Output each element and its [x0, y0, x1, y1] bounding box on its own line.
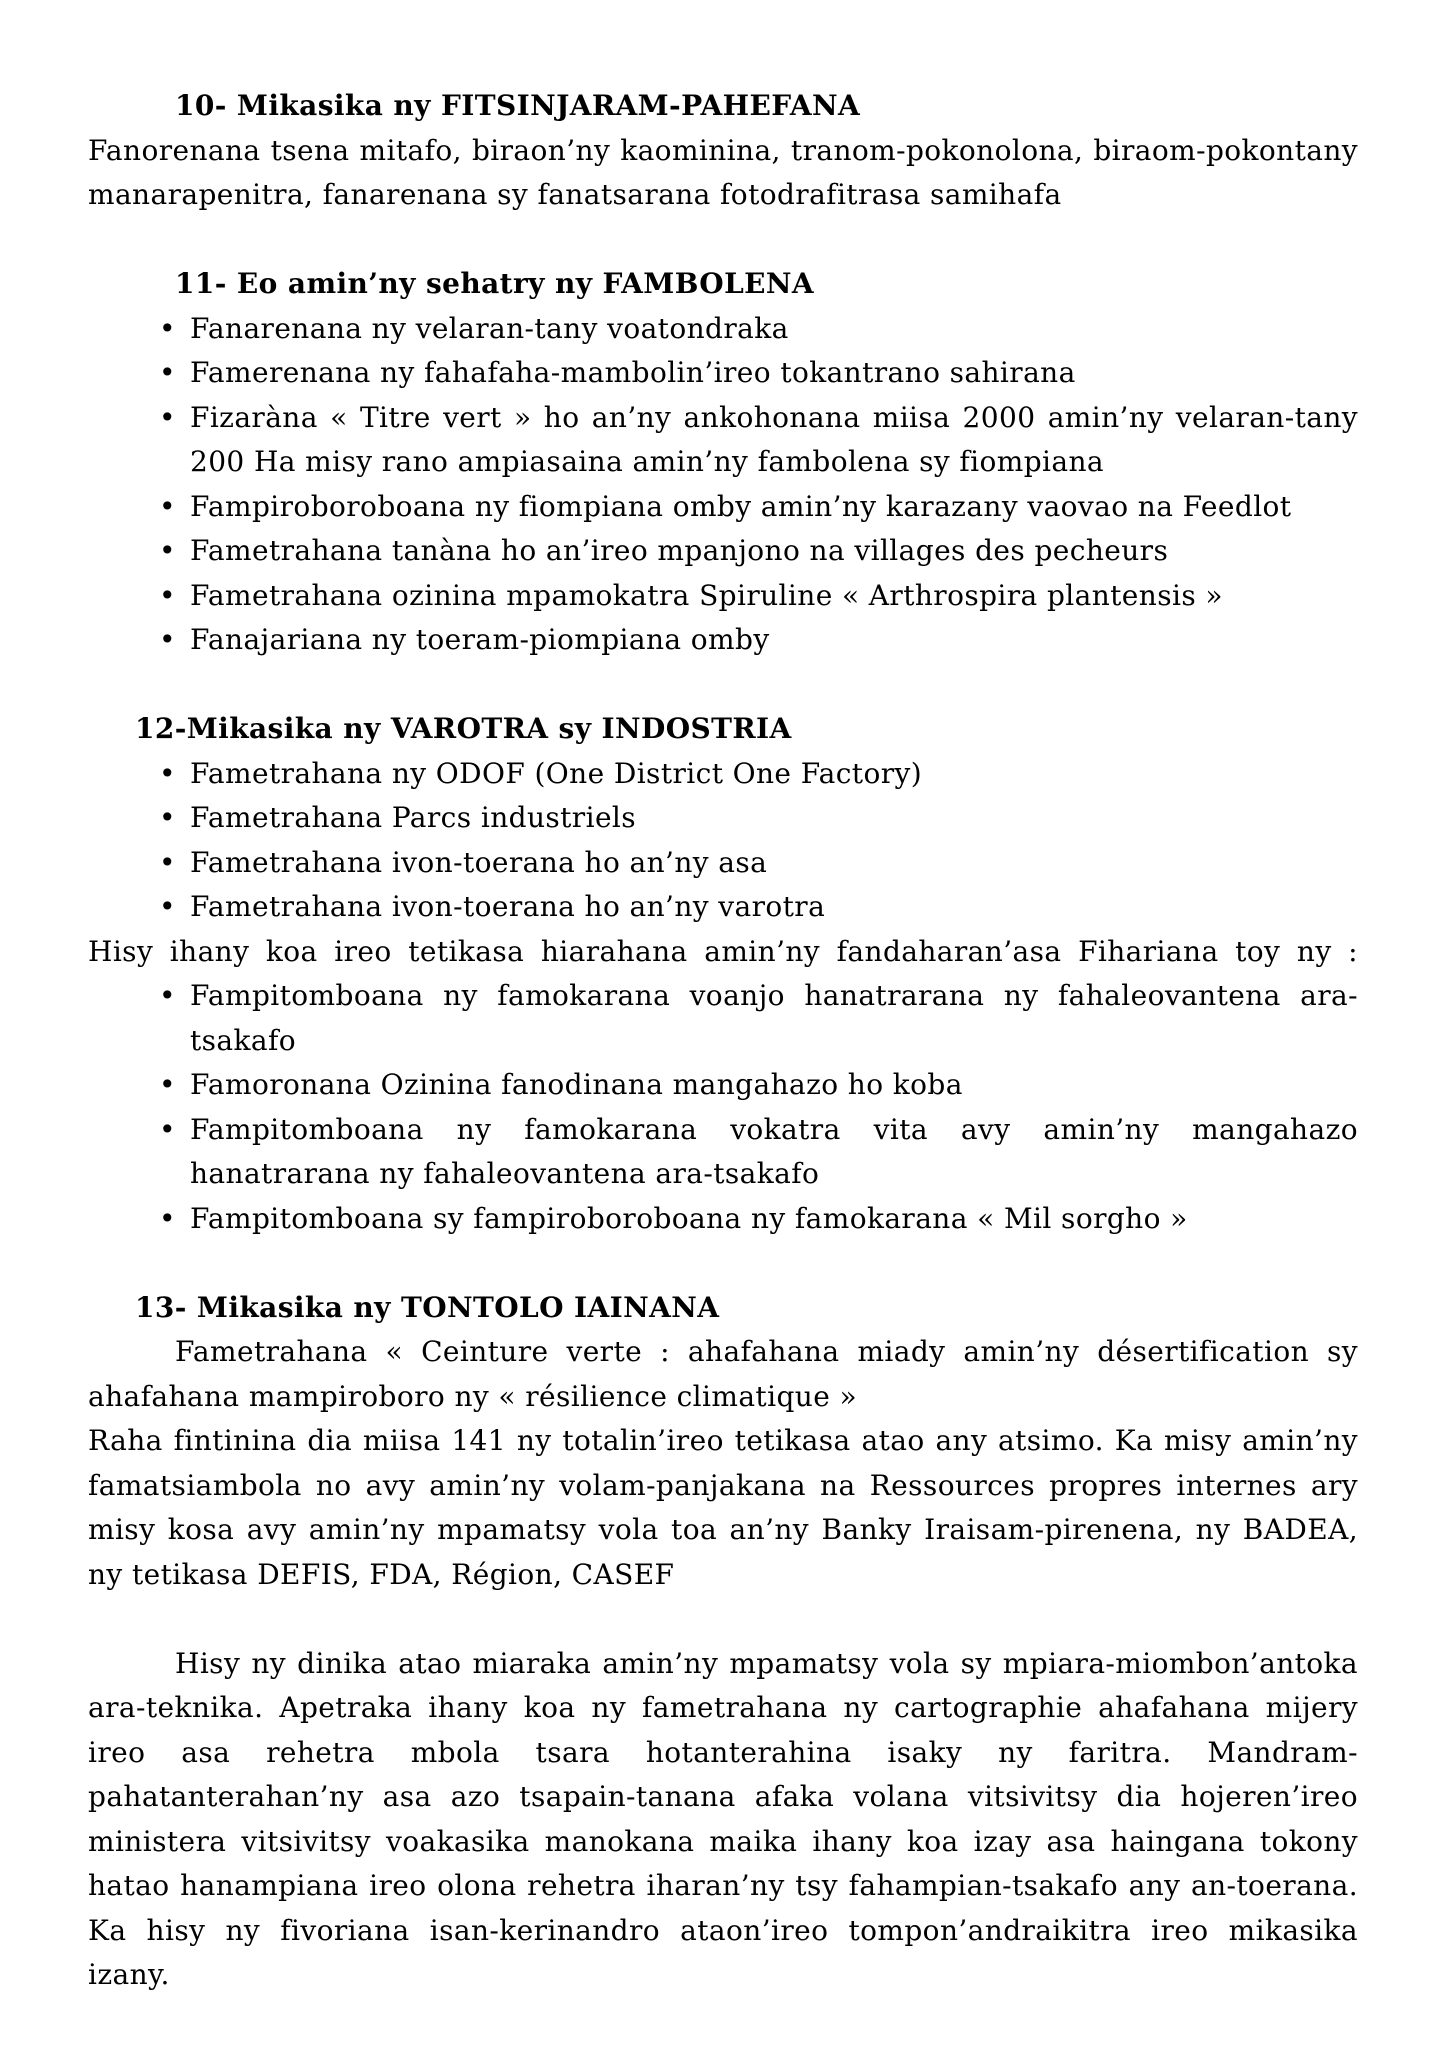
bullet-text: Fanajariana ny toeram-piompiana omby: [190, 623, 770, 656]
bullet-text: Fampitomboana sy fampiroboroboana ny famokarana « Mil sorgho »: [190, 1201, 1188, 1235]
bullet-item: [88, 396, 1358, 485]
paragraph: Fanorenana tsena mitafo, biraon’ny kaominina, tranom-pokonolona, biraom-pokontany manarapenitra, fanarenana sy fanatsarana fotodrafitrasa samihafa: [88, 133, 1358, 211]
bullet-item: [88, 974, 1358, 1063]
bullet-text: Fametrahana ivon-toerana ho an’ny asa: [190, 845, 768, 879]
bullet-text: Fametrahana tanàna ho an’ireo mpanjono na villages des pecheurs: [190, 534, 1169, 567]
bullet-dot-icon: •: [159, 489, 176, 523]
bullet-dot-icon: •: [159, 756, 176, 790]
bullet-text: Fanarenana ny velaran-tany voatondraka: [190, 311, 789, 345]
bullet-text: Fampitomboana ny famokarana vokatra vita avy amin’ny mangahazo hanatrarana ny fahaleovantena ara-tsakafo: [190, 1112, 1358, 1190]
blank-line: [88, 218, 1358, 263]
paragraph: Fametrahana « Ceinture verte : ahafahana miady amin’ny désertification sy ahafahana mampiroboro ny « résilience climatique »: [88, 1335, 1358, 1413]
bullet-text: Fametrahana ozinina mpamokatra Spiruline « Arthrospira plantensis »: [190, 578, 1223, 612]
bullet-dot-icon: •: [159, 979, 176, 1012]
bullet-text: Fizaràna « Titre vert » ho an’ny ankohonana miisa 2000 amin’ny velaran-tany 200 Ha misy rano ampiasaina amin’ny fambolena sy fiompiana: [190, 400, 1358, 478]
bullet-item: [88, 485, 1358, 530]
section-heading: 11- Eo amin’ny sehatry ny FAMBOLENA: [175, 267, 815, 300]
bullet-item: [88, 351, 1358, 396]
bullet-text: Fampitomboana ny famokarana voanjo hanatrarana ny fahaleovantena ara-tsakafo: [190, 979, 1358, 1057]
bullet-item: [88, 796, 1358, 841]
bullet-dot-icon: •: [159, 801, 176, 834]
bullet-item: [88, 574, 1358, 619]
bullet-text: Famoronana Ozinina fanodinana mangahazo ho koba: [190, 1068, 963, 1101]
bullet-dot-icon: •: [159, 1068, 176, 1101]
bullet-text: Fametrahana ny ODOF (One District One Factory): [190, 756, 923, 790]
bullet-item: [88, 529, 1358, 574]
bullet-dot-icon: •: [159, 534, 176, 567]
section-heading: 13- Mikasika ny TONTOLO IAINANA: [135, 1290, 720, 1324]
bullet-dot-icon: •: [159, 623, 176, 656]
bullet-dot-icon: •: [159, 890, 176, 923]
bullet-item: [88, 1197, 1358, 1242]
paragraph: Hisy ny dinika atao miaraka amin’ny mpamatsy vola sy mpiara-miombon’antoka ara-teknika. Apetraka ihany koa ny fametrahana ny cartographie ahafahana mijery ireo asa rehetra mbola tsara hotanterahina isaky ny faritra. Mandram-pahatanterahan’ny asa azo tsapain-tanana afaka volana vitsivitsy dia hojeren’ireo ministera vitsivitsy voakasika manokana maika ihany koa izay asa haingana tokony hatao hanampiana ireo olona rehetra iharan’ny tsy fahampian-tsakafo any an-toerana. Ka hisy ny fivoriana isan-kerinandro ataon’ireo tompon’andraikitra ireo mikasika izany.: [88, 1646, 1358, 1991]
blank-line: [88, 663, 1358, 708]
bullet-item: [88, 841, 1358, 886]
bullet-dot-icon: •: [159, 356, 176, 389]
bullet-item: [88, 307, 1358, 352]
bullet-text: Famerenana ny fahafaha-mambolin’ireo tokantrano sahirana: [190, 356, 1076, 389]
bullet-dot-icon: •: [159, 1112, 176, 1146]
paragraph: Raha fintinina dia miisa 141 ny totalin’ireo tetikasa atao any atsimo. Ka misy amin’ny famatsiambola no avy amin’ny volam-panjakana na Ressources propres internes ary misy kosa avy amin’ny mpamatsy vola toa an’ny Banky Iraisam-pirenena, ny BADEA, ny tetikasa DEFIS, FDA, Région, CASEF: [88, 1424, 1358, 1591]
paragraph: Hisy ihany koa ireo tetikasa hiarahana amin’ny fandaharan’asa Fihariana toy ny :: [88, 934, 1358, 968]
blank-line: [88, 1241, 1358, 1286]
bullet-text: Fametrahana ivon-toerana ho an’ny varotra: [190, 890, 826, 923]
bullet-text: Fametrahana Parcs industriels: [190, 801, 637, 834]
document-body: [88, 84, 1358, 1998]
section-heading: 10- Mikasika ny FITSINJARAM-PAHEFANA: [175, 89, 861, 122]
bullet-item: [88, 885, 1358, 930]
bullet-item: [88, 752, 1358, 797]
bullet-item: [88, 618, 1358, 663]
bullet-item: [88, 1063, 1358, 1108]
section-heading: 12-Mikasika ny VAROTRA sy INDOSTRIA: [135, 712, 792, 745]
bullet-dot-icon: •: [159, 845, 176, 879]
bullet-dot-icon: •: [159, 400, 176, 434]
bullet-item: [88, 1108, 1358, 1197]
bullet-dot-icon: •: [159, 578, 176, 612]
bullet-text: Fampiroboroboana ny fiompiana omby amin’ny karazany vaovao na Feedlot: [190, 489, 1292, 523]
bullet-dot-icon: •: [159, 1201, 176, 1235]
bullet-dot-icon: •: [159, 311, 176, 345]
blank-line: [88, 1597, 1358, 1642]
